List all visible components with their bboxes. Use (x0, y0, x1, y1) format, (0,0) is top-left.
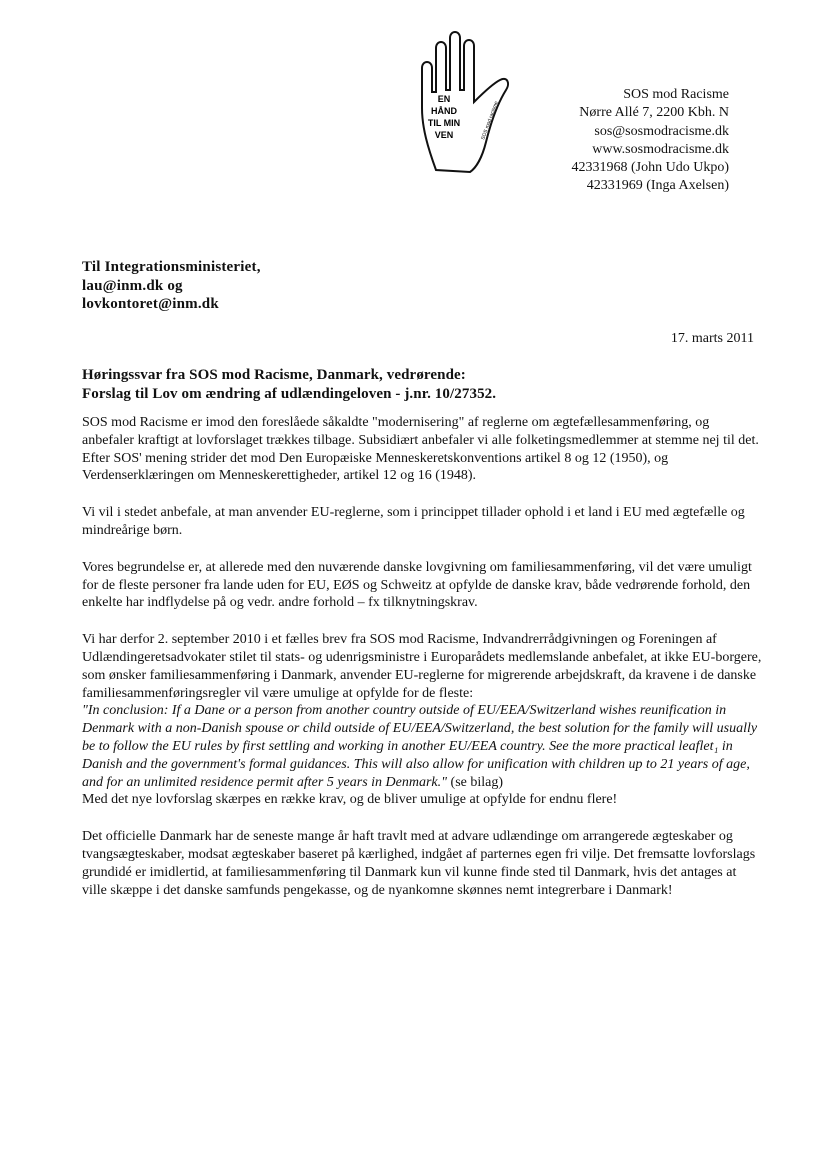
sender-name: SOS mod Racisme (623, 87, 729, 102)
paragraph-3: Vores begrundelse er, at allerede med den nuværende danske lovgivning om familiesammenføring, vil det være umuligt for de fleste personer fra lande uden for EU, EØS og Schweitz at opfylde de danske krav, både vedrørende forhold, den enkelte har indflydelse på og vedr. andre forhold – fx tilknytningskrav. (82, 559, 752, 611)
english-quote: "In conclusion: If a Dane or a person from another country outside of EU/EEA/Switzerland wishes reunification in Denmark with a non-Danish spouse or child outside of EU/EEA/Switzerland, the best solution for the family will usually be to follow the EU rules by first settling and working in another EU/EEA country. See the more practical leaflet₁ in Danish and the government's formal guidances. This will also allow for unification with children up to 21 years of age, and for an unlimited residence permit after 5 years in Denmark." (82, 703, 758, 790)
sender-phone-1: 42331968 (John Udo Ukpo) (571, 160, 729, 176)
recipient-block (82, 258, 261, 314)
sender-email: sos@sosmodracisme.dk (594, 123, 729, 139)
sender-web: www.sosmodracisme.dk (592, 141, 729, 157)
logo-side-text: SOS mod racisme (480, 100, 500, 141)
paragraph-4-block (82, 631, 762, 809)
recipient-line-2: lau@inm.dk og (82, 277, 183, 294)
sender-phone-2: 42331969 (Inga Axelsen) (586, 178, 729, 194)
paragraph-1: SOS mod Racisme er imod den foreslåede såkaldte "modernisering" af reglerne om ægtefællesammenføring, og anbefaler kraftigt at lovforslaget trækkes tilbage. Subsidiært anbefaler vi alle folketingsmedlemmer at stemme nej til det. Efter SOS' mening strider det mod Den Europæiske Menneskeretskonventions artikel 8 og 12 (1950), og Verdenserklæringen om Menneskerettigheder, artikel 12 og 16 (1948). (82, 415, 759, 484)
logo-line-1: EN (437, 94, 451, 104)
logo-line-2: HÅND (431, 106, 457, 116)
letter-date: 17. marts 2011 (670, 331, 754, 346)
sender-address: Nørre Allé 7, 2200 Kbh. N (579, 105, 729, 121)
logo-line-3: TIL MIN (427, 118, 461, 128)
recipient-line-3: lovkontoret@inm.dk (82, 296, 219, 312)
sender-block (572, 86, 730, 196)
hand-logo (414, 30, 514, 180)
recipient-line-1: Til Integrationsministeriet, (82, 259, 261, 275)
quote-suffix: (se bilag) (447, 774, 504, 790)
subject-line-1: Høringssvar fra SOS mod Racisme, Danmark, vedrørende: (82, 367, 466, 383)
letter-body (82, 414, 762, 918)
paragraph-2: Vi vil i stedet anbefale, at man anvender EU-reglerne, som i princippet tillader ophold i et land i EU med ægtefælle og mindreårige børn. (82, 505, 745, 538)
paragraph-5: Med det nye lovforslag skærpes en række krav, og de bliver umulige at opfylde for endnu flere! (82, 792, 618, 808)
subject-block (82, 366, 496, 403)
paragraph-6: Det officielle Danmark har de seneste mange år haft travlt med at advare udlændinge om arrangerede ægteskaber og tvangsægteskaber, modsat ægteskaber baseret på kærlighed, indgået af parternes egen fri vilje. Det fremsatte lovforslags grundidé er imidlertid, at familiesammenføring til Danmark kun vil kunne finde sted til Danmark, hvis det antages at ville skæppe i det danske samfunds pengekasse, og de nyankomne skønnes nemt integrerbare i Danmark! (82, 829, 756, 898)
logo-line-4: VEN (434, 130, 454, 140)
paragraph-4: Vi har derfor 2. september 2010 i et fælles brev fra SOS mod Racisme, Indvandrerrådgivningen og Foreningen af Udlændingeretsadvokater stilet til stats- og udenrigsministre i Europarådets medlemslande anbefalet, at ikke EU-borgere, som ønsker familiesammenføring i Danmark, anvender EU-reglerne for migrerende arbejdskraft, da kravene i de danske familiesammenføringsregler vil være umulige at opfylde for de fleste: (82, 632, 762, 701)
subject-line-2: Forslag til Lov om ændring af udlændingeloven - j.nr. 10/27352. (82, 385, 497, 402)
